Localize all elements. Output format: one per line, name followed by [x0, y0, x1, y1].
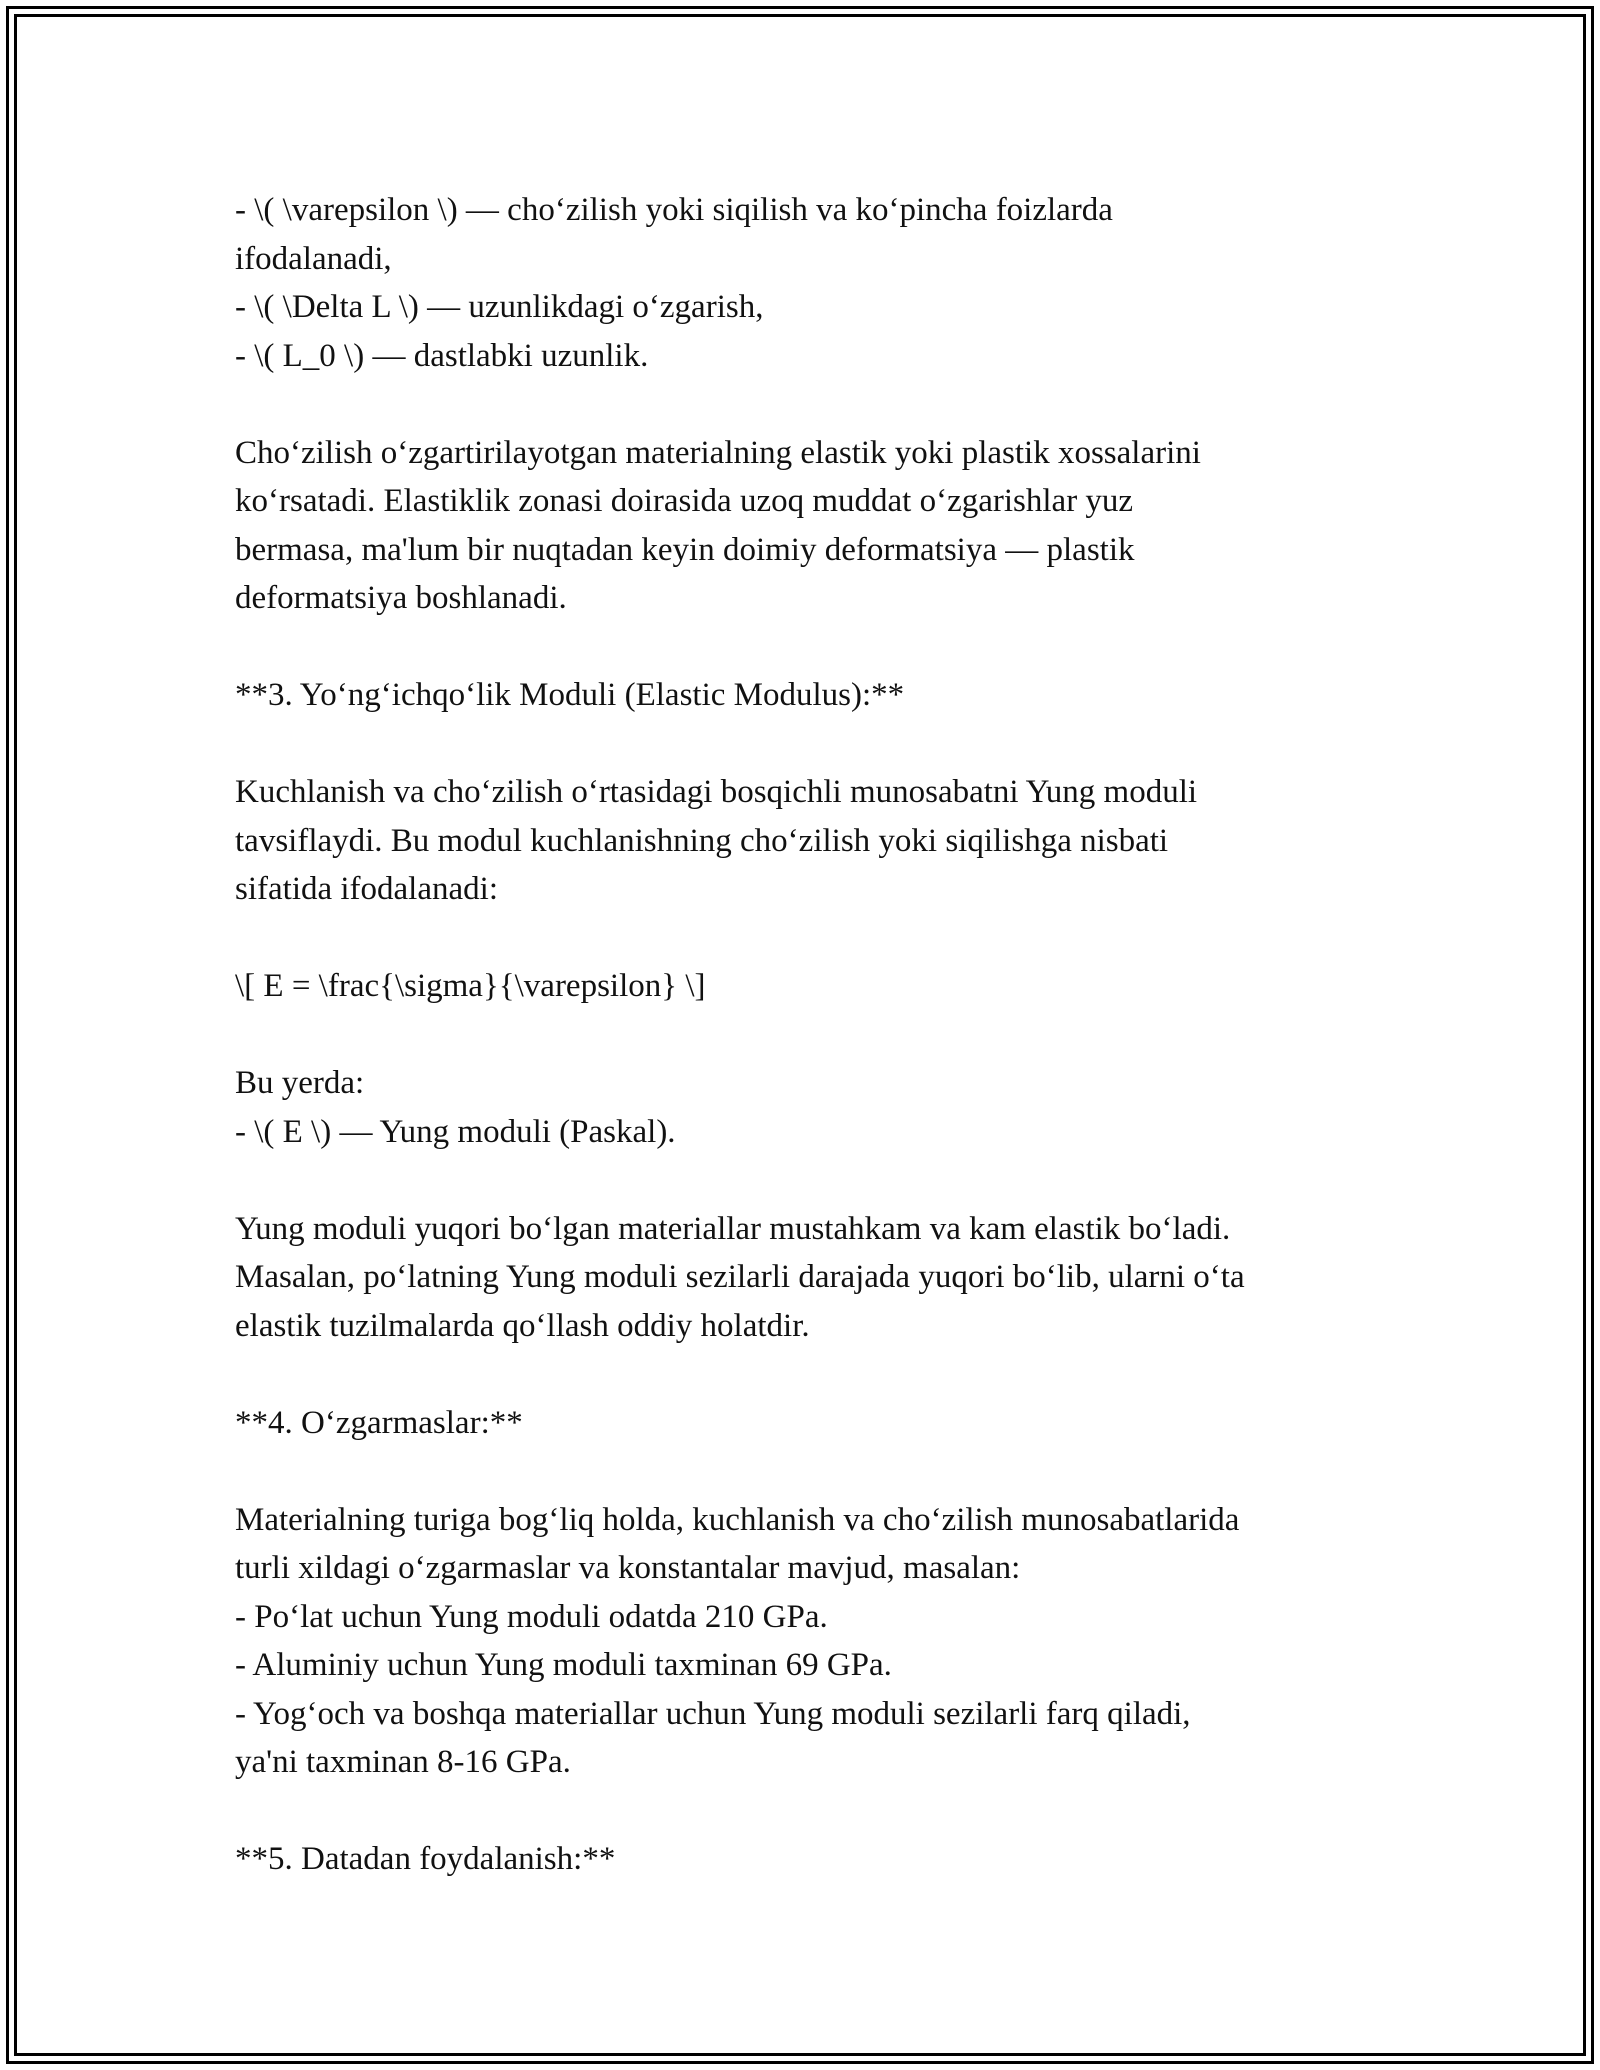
text-line: ya'ni taxminan 8-16 GPa.: [235, 1744, 571, 1780]
formula: [235, 962, 1385, 1011]
text-line: elastik tuzilmalarda qo‘llash oddiy holatdir.: [235, 1307, 810, 1344]
paragraph: [235, 429, 1385, 623]
text-line: sifatida ifodalanadi:: [235, 871, 498, 907]
heading-text: **5. Datadan foydalanish:**: [235, 1841, 616, 1877]
blank-line: [235, 1350, 1385, 1399]
list-block: [235, 186, 1385, 380]
blank-line: [235, 1156, 1385, 1205]
blank-line: [235, 1447, 1385, 1496]
blank-line: [235, 1011, 1385, 1060]
paragraph: [235, 768, 1385, 914]
text-line: Materialning turiga bog‘liq holda, kuchlanish va cho‘zilish munosabatlarida: [235, 1501, 1240, 1538]
formula-text: \[ E = \frac{\sigma}{\varepsilon} \]: [235, 968, 706, 1004]
text-line: Kuchlanish va cho‘zilish o‘rtasidagi bosqichli munosabatni Yung moduli: [235, 774, 1198, 810]
blank-line: [235, 380, 1385, 429]
text-line: - \( L_0 \) — dastlabki uzunlik.: [235, 337, 649, 374]
heading-text: **4. O‘zgarmaslar:**: [235, 1404, 523, 1441]
text-line: ifodalanadi,: [235, 240, 392, 277]
text-line: - \( E \) — Yung moduli (Paskal).: [235, 1113, 676, 1150]
text-line: tavsiflaydi. Bu modul kuchlanishning cho‘zilish yoki siqilishga nisbati: [235, 822, 1169, 859]
text-line: Masalan, po‘latning Yung moduli sezilarli darajada yuqori bo‘lib, ularni o‘ta: [235, 1259, 1245, 1295]
blank-line: [235, 720, 1385, 769]
text-line: - Yog‘och va boshqa materiallar uchun Yung moduli sezilarli farq qiladi,: [235, 1695, 1191, 1732]
text-line: deformatsiya boshlanadi.: [235, 580, 567, 616]
blank-line: [235, 623, 1385, 672]
text-line: - \( \varepsilon \) — cho‘zilish yoki siqilish va ko‘pincha foizlarda: [235, 192, 1113, 228]
text-line: - Po‘lat uchun Yung moduli odatda 210 GPa.: [235, 1598, 828, 1635]
text-line: - Aluminiy uchun Yung moduli taxminan 69 GPa.: [235, 1647, 892, 1683]
text-line: bermasa, ma'lum bir nuqtadan keyin doimiy deformatsiya — plastik: [235, 531, 1135, 568]
text-line: - \( \Delta L \) — uzunlikdagi o‘zgarish,: [235, 289, 764, 325]
document-body: [235, 186, 1385, 1884]
text-line: ko‘rsatadi. Elastiklik zonasi doirasida uzoq muddat o‘zgarishlar yuz: [235, 483, 1134, 519]
blank-line: [235, 914, 1385, 963]
paragraph: [235, 1205, 1385, 1351]
section-heading-5: [235, 1835, 1385, 1884]
text-line: Bu yerda:: [235, 1065, 365, 1101]
text-line: Cho‘zilish o‘zgartirilayotgan materialning elastik yoki plastik xossalarini: [235, 434, 1201, 471]
section-heading-4: [235, 1399, 1385, 1448]
paragraph: [235, 1496, 1385, 1787]
paragraph: [235, 1059, 1385, 1156]
heading-text: **3. Yo‘ng‘ichqo‘lik Moduli (Elastic Modulus):**: [235, 677, 905, 713]
text-line: turli xildagi o‘zgarmaslar va konstantalar mavjud, masalan:: [235, 1550, 1021, 1586]
text-line: Yung moduli yuqori bo‘lgan materiallar mustahkam va kam elastik bo‘ladi.: [235, 1210, 1231, 1247]
section-heading-3: [235, 671, 1385, 720]
blank-line: [235, 1787, 1385, 1836]
